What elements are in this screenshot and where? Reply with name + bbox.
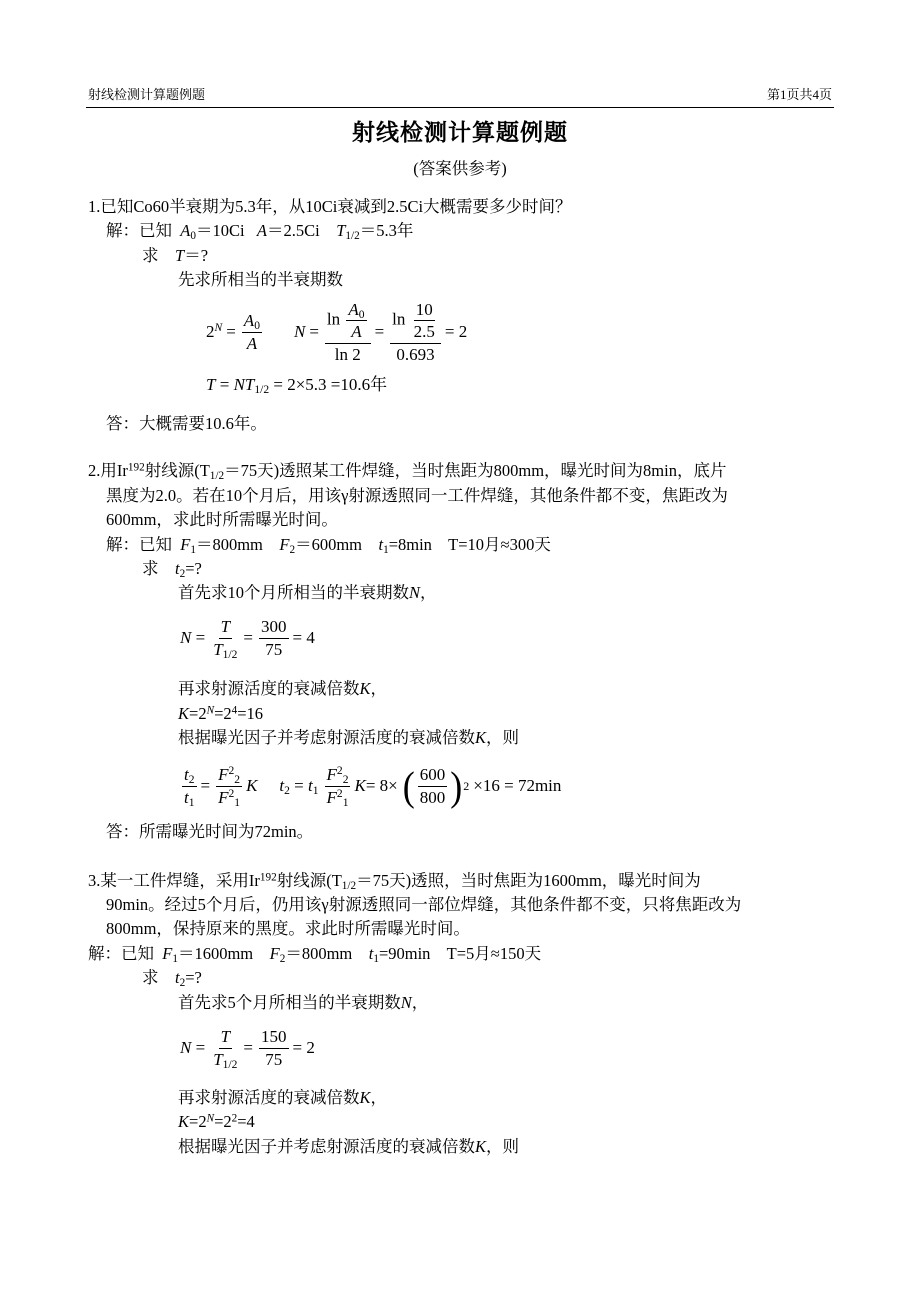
- p2-k-a: =2: [189, 704, 207, 723]
- p2-n-t: T: [220, 617, 231, 637]
- p1-seek-rest: ＝?: [184, 246, 209, 265]
- p3-question-line3: 800mm，保持原来的黑度。求此时所需曝光时间。: [106, 919, 470, 938]
- p2-e-f1b: F: [326, 787, 337, 807]
- p2-step2-a: 再求射源活度的衰减倍数: [178, 679, 360, 698]
- p3-n-75: 75: [265, 1049, 283, 1069]
- p2-e-lparen: (: [402, 763, 415, 809]
- p2-seek-t: t: [175, 559, 180, 578]
- p2-k-b: =2: [214, 704, 232, 723]
- p2-step2-b: ，: [370, 679, 388, 698]
- p3-n-res: = 2: [292, 1038, 315, 1058]
- p3-q-sup: 192: [259, 871, 277, 884]
- p1-t-val: ＝5.3年: [359, 221, 414, 240]
- p2-step2-k: K: [359, 679, 371, 698]
- p1-f-den: A: [246, 333, 258, 353]
- p3-step3-k: K: [475, 1137, 487, 1156]
- p1-teq-n: NT: [233, 375, 255, 394]
- p3-question-line1: [88, 872, 701, 891]
- p1-t: T: [336, 221, 346, 240]
- p1-teq-t: T: [206, 375, 216, 394]
- p1-f-num: A: [243, 311, 255, 331]
- p3-q-sub: 1/2: [341, 879, 357, 892]
- p2-e-frac1: [182, 764, 197, 808]
- p1-f-base: 2: [206, 322, 215, 342]
- p2-t1-val: =8min: [388, 535, 432, 554]
- p2-e-f2: F: [218, 765, 229, 785]
- p1-f-ln2: ln 2: [334, 344, 361, 364]
- p1-f-inner1: [346, 299, 366, 343]
- p3-f1: F: [162, 944, 173, 963]
- p1-seek-label: 求: [142, 246, 159, 265]
- p2-t-val: T=10月≈300天: [448, 535, 551, 554]
- p2-question-line2: 黑度为2.0。若在10个月后，用该γ射源透照同一工件焊缝，其他条件都不变，焦距改为: [106, 486, 728, 505]
- p3-f2-val: ＝800mm: [285, 944, 353, 963]
- p2-known: [106, 536, 551, 555]
- p2-n-n: N: [180, 628, 192, 648]
- p2-seek: [142, 560, 202, 579]
- p2-e-t2b-sub: 2: [284, 784, 290, 798]
- p2-question-line3: 600mm，求此时所需曝光时间。: [106, 510, 338, 529]
- p3-step2-k: K: [359, 1088, 371, 1107]
- p1-question: 1.已知Co60半衰期为5.3年，从10Ci衰减到2.5Ci大概需要多少时间？: [88, 197, 572, 216]
- p1-a: A: [256, 221, 268, 240]
- p2-k-k: K: [178, 704, 190, 723]
- p2-q-sup: 192: [127, 461, 145, 474]
- p2-e-k2: K: [354, 776, 366, 796]
- p1-f-eq1: =: [226, 322, 236, 342]
- p2-step3-k: K: [475, 728, 487, 747]
- p2-e-t2-sub: 2: [188, 773, 195, 787]
- p3-f1-sub: 1: [172, 952, 178, 965]
- p2-step1-n: N: [409, 583, 421, 602]
- p2-q-a: 2.用Ir: [88, 461, 128, 480]
- p1-a0-val: ＝10Ci: [195, 221, 245, 240]
- p3-seek-t: t: [175, 968, 180, 987]
- p3-step1-n: N: [400, 993, 412, 1012]
- p2-f1: F: [180, 535, 191, 554]
- p3-step3-b: ，则: [486, 1137, 520, 1156]
- p2-step3-a: 根据曝光因子并考虑射源活度的衰减倍数: [178, 728, 475, 747]
- p2-e-f1: F: [218, 787, 229, 807]
- p2-f1-sub: 1: [190, 543, 196, 556]
- p1-f-ln-num-sub: 0: [358, 308, 365, 321]
- p3-k-b: =2: [214, 1112, 232, 1131]
- p3-q-c: ＝75天)透照，当时焦距为1600mm，曝光时间为: [356, 871, 701, 890]
- p2-q-c: ＝75天)透照某工件焊缝，当时焦距为800mm，曝光时间为8min，底片: [224, 461, 727, 480]
- p3-t1-sub: 1: [373, 952, 379, 965]
- p2-n-frac2: [259, 616, 289, 660]
- p2-n-frac1: [211, 616, 239, 660]
- p1-teq-rest: = 2×5.3 =10.6年: [273, 375, 388, 394]
- p2-e-600: 600: [418, 764, 448, 786]
- p3-q-b: 射线源(T: [276, 871, 342, 890]
- p3-n-frac1: [211, 1026, 239, 1070]
- p2-k-4: 4: [231, 704, 238, 717]
- p2-e-paren-group: ( $\frac{600}{800}$ ) 2: [402, 763, 470, 809]
- p1-f-n2: N: [293, 322, 306, 342]
- p2-k-n: N: [206, 704, 215, 717]
- p2-e-t2b: t: [279, 776, 285, 796]
- p3-k-k: K: [178, 1112, 190, 1131]
- p3-k-a: =2: [189, 1112, 207, 1131]
- p3-known-label: 解：已知: [88, 944, 154, 963]
- p3-seek: [142, 969, 202, 988]
- p2-t1-sub: 1: [383, 543, 389, 556]
- p2-n-res: = 4: [292, 628, 315, 648]
- page-title: 射线检测计算题例题: [352, 120, 568, 146]
- p2-e-f1b-sub: 1: [342, 795, 349, 809]
- p3-seek-sub: 2: [179, 976, 186, 989]
- p3-step2-b: ，: [370, 1088, 388, 1107]
- p1-f-ln-a: 10: [414, 299, 435, 321]
- p1-f-lhs: [206, 322, 222, 342]
- p2-e-rparen: ): [450, 763, 463, 809]
- p1-f-ln-b: 2.5: [413, 322, 435, 342]
- p2-e-t2: t: [184, 765, 189, 785]
- p2-e-eq8: = 8×: [365, 776, 398, 796]
- p3-n-frac2: [259, 1026, 289, 1070]
- p3-step1-a: 首先求5个月所相当的半衰期数: [178, 993, 401, 1012]
- p2-e-t1b: t: [308, 776, 313, 796]
- p1-f-ln1: ln: [326, 309, 341, 329]
- p3-q-a: 3.某一工件焊缝，采用Ir: [88, 871, 260, 890]
- p2-question-line1: [88, 462, 726, 481]
- p2-n-75: 75: [265, 639, 283, 659]
- p1-f-frac3: [390, 299, 441, 365]
- p1-teq-sub: 1/2: [254, 382, 270, 396]
- p3-k-2: 2: [231, 1112, 238, 1125]
- p1-f-ln-num: A: [348, 300, 359, 320]
- p3-seek-label: 求: [142, 968, 159, 987]
- p2-n-300: 300: [259, 616, 289, 638]
- p1-f-frac2: [325, 299, 371, 365]
- p3-k-c: =4: [237, 1112, 255, 1131]
- p3-question-line2: 90min。经过5个月后，仍用该γ射源透照同一部位焊缝，其他条件都不变，只将焦距改为: [106, 895, 742, 914]
- p3-f2: F: [269, 944, 280, 963]
- p2-e-f2b-sub: 2: [342, 773, 349, 787]
- p2-answer: 答：所需曝光时间为72min。: [106, 822, 314, 841]
- p2-f2-val: ＝600mm: [295, 535, 362, 554]
- p3-k-formula: [178, 1113, 255, 1132]
- p2-e-f1-sub: 1: [234, 795, 241, 809]
- p2-step2: [178, 680, 387, 699]
- p2-e-f2-sub: 2: [234, 773, 241, 787]
- p2-f2-sub: 2: [289, 543, 296, 556]
- p1-known: [106, 222, 413, 241]
- p3-n-formula: N = $\frac{T}{T_{1/2}}$ = $\frac{150}{75}$ = 2: [180, 1027, 315, 1071]
- p2-step1: [178, 584, 437, 603]
- p1-step1: 先求所相当的半衰期数: [178, 270, 343, 289]
- p2-e-frac2: [216, 764, 242, 808]
- p3-step2-a: 再求射源活度的衰减倍数: [178, 1088, 360, 1107]
- p2-f2: F: [279, 535, 290, 554]
- p2-k-formula: [178, 705, 263, 724]
- header-rule: [86, 107, 834, 108]
- p2-k-c: =16: [237, 704, 264, 723]
- p1-f-frac1: [242, 310, 262, 354]
- p2-e-res: ×16 = 72min: [473, 776, 562, 796]
- page-subtitle: (答案供参考): [413, 159, 507, 178]
- p2-q-b: 射线源(T: [144, 461, 210, 480]
- p1-f-inner2: [412, 299, 437, 343]
- p3-step2: [178, 1089, 387, 1108]
- p2-e-f1b-sq: 2: [336, 786, 343, 800]
- p1-f-den2: 0.693: [396, 344, 435, 364]
- header-left: 射线检测计算题例题: [88, 87, 206, 102]
- p1-answer: 答：大概需要10.6年。: [106, 414, 267, 433]
- p2-step3: [178, 729, 519, 748]
- p3-known: [88, 945, 541, 964]
- p3-n-t: T: [220, 1027, 231, 1047]
- p2-seek-sub: 2: [179, 567, 186, 580]
- p2-exposure-formula: $\frac{t_2}{t_1}$ = $\frac{F^2_2}{F^2_1}$ K $t_2 = t_1$ $\frac{F^2_2}{F^2_1}$ K = 8× ( $\frac{600}{800}$ ) 2 ×16 = 72min: [184, 763, 562, 809]
- p1-known-label: 解：已知: [106, 221, 172, 240]
- p3-f2-sub: 2: [279, 952, 286, 965]
- p3-n-th: T: [213, 1049, 223, 1069]
- p2-seek-label: 求: [142, 559, 159, 578]
- p1-seek: [142, 247, 208, 266]
- p1-t-formula: $T = NT_{1/2} = 2\times 5.3 =10.6$年: [206, 375, 388, 396]
- p2-q-sub: 1/2: [209, 469, 225, 482]
- p2-seek-rest: =?: [185, 559, 202, 578]
- p2-known-label: 解：已知: [106, 535, 172, 554]
- p3-step3: [178, 1138, 519, 1157]
- p1-t-sub: 1/2: [345, 229, 360, 242]
- p2-n-th-sub: 1/2: [222, 647, 238, 661]
- p1-a-val: ＝2.5Ci: [267, 221, 320, 240]
- p2-n-formula: N = $\frac{T}{T_{1/2}}$ = $\frac{300}{75}$ = 4: [180, 617, 315, 661]
- p2-step1-b: ，: [420, 583, 437, 602]
- p2-step3-b: ，则: [486, 728, 520, 747]
- p3-t-val: T=5月≈150天: [446, 944, 542, 963]
- p2-e-f2b: F: [326, 765, 337, 785]
- p3-step1-b: ，: [411, 993, 429, 1012]
- p3-step1: [178, 994, 428, 1013]
- p2-e-k1: K: [246, 776, 258, 796]
- p1-f-eq3: =: [374, 322, 385, 342]
- p2-e-t1: t: [184, 787, 189, 807]
- p2-f1-val: ＝800mm: [195, 535, 263, 554]
- p1-f-ln2-label: ln: [392, 309, 406, 329]
- p2-step1-a: 首先求10个月所相当的半衰期数: [178, 583, 409, 602]
- p2-e-frac4: [418, 764, 448, 808]
- p3-seek-rest: =?: [185, 968, 202, 987]
- p3-step3-a: 根据曝光因子并考虑射源活度的衰减倍数: [178, 1137, 475, 1156]
- p2-t1: t: [378, 535, 384, 554]
- p3-n-150: 150: [259, 1026, 289, 1048]
- p2-e-800: 800: [419, 787, 446, 807]
- p3-n-n: N: [180, 1038, 192, 1058]
- p1-a0-sub: 0: [190, 229, 196, 242]
- header-right: 第1页共4页: [766, 87, 832, 102]
- p2-n-th: T: [213, 639, 223, 659]
- p1-f-num-sub: 0: [254, 319, 260, 333]
- p3-t1: t: [368, 944, 374, 963]
- p2-e-t1b-sub: 1: [312, 784, 319, 798]
- p3-k-n: N: [206, 1112, 215, 1125]
- p2-e-f2b-sq: 2: [336, 764, 343, 778]
- p2-e-t1-sub: 1: [188, 795, 195, 809]
- p3-n-th-sub: 1/2: [222, 1057, 238, 1071]
- p2-e-f2-sq: 2: [228, 764, 235, 778]
- p1-f-res: = 2: [444, 322, 468, 342]
- p1-formula: [206, 296, 471, 368]
- p1-f-ln-den: A: [351, 322, 362, 342]
- p1-f-eq2: =: [309, 322, 319, 342]
- p1-f-n: N: [214, 321, 223, 335]
- p3-t1-val: =90min: [378, 944, 431, 963]
- p3-f1-val: ＝1600mm: [177, 944, 254, 963]
- p1-seek-t: T: [175, 246, 185, 265]
- p2-e-f1-sq: 2: [228, 786, 235, 800]
- p1-a0: A: [180, 221, 191, 240]
- p2-e-frac3: [325, 764, 351, 808]
